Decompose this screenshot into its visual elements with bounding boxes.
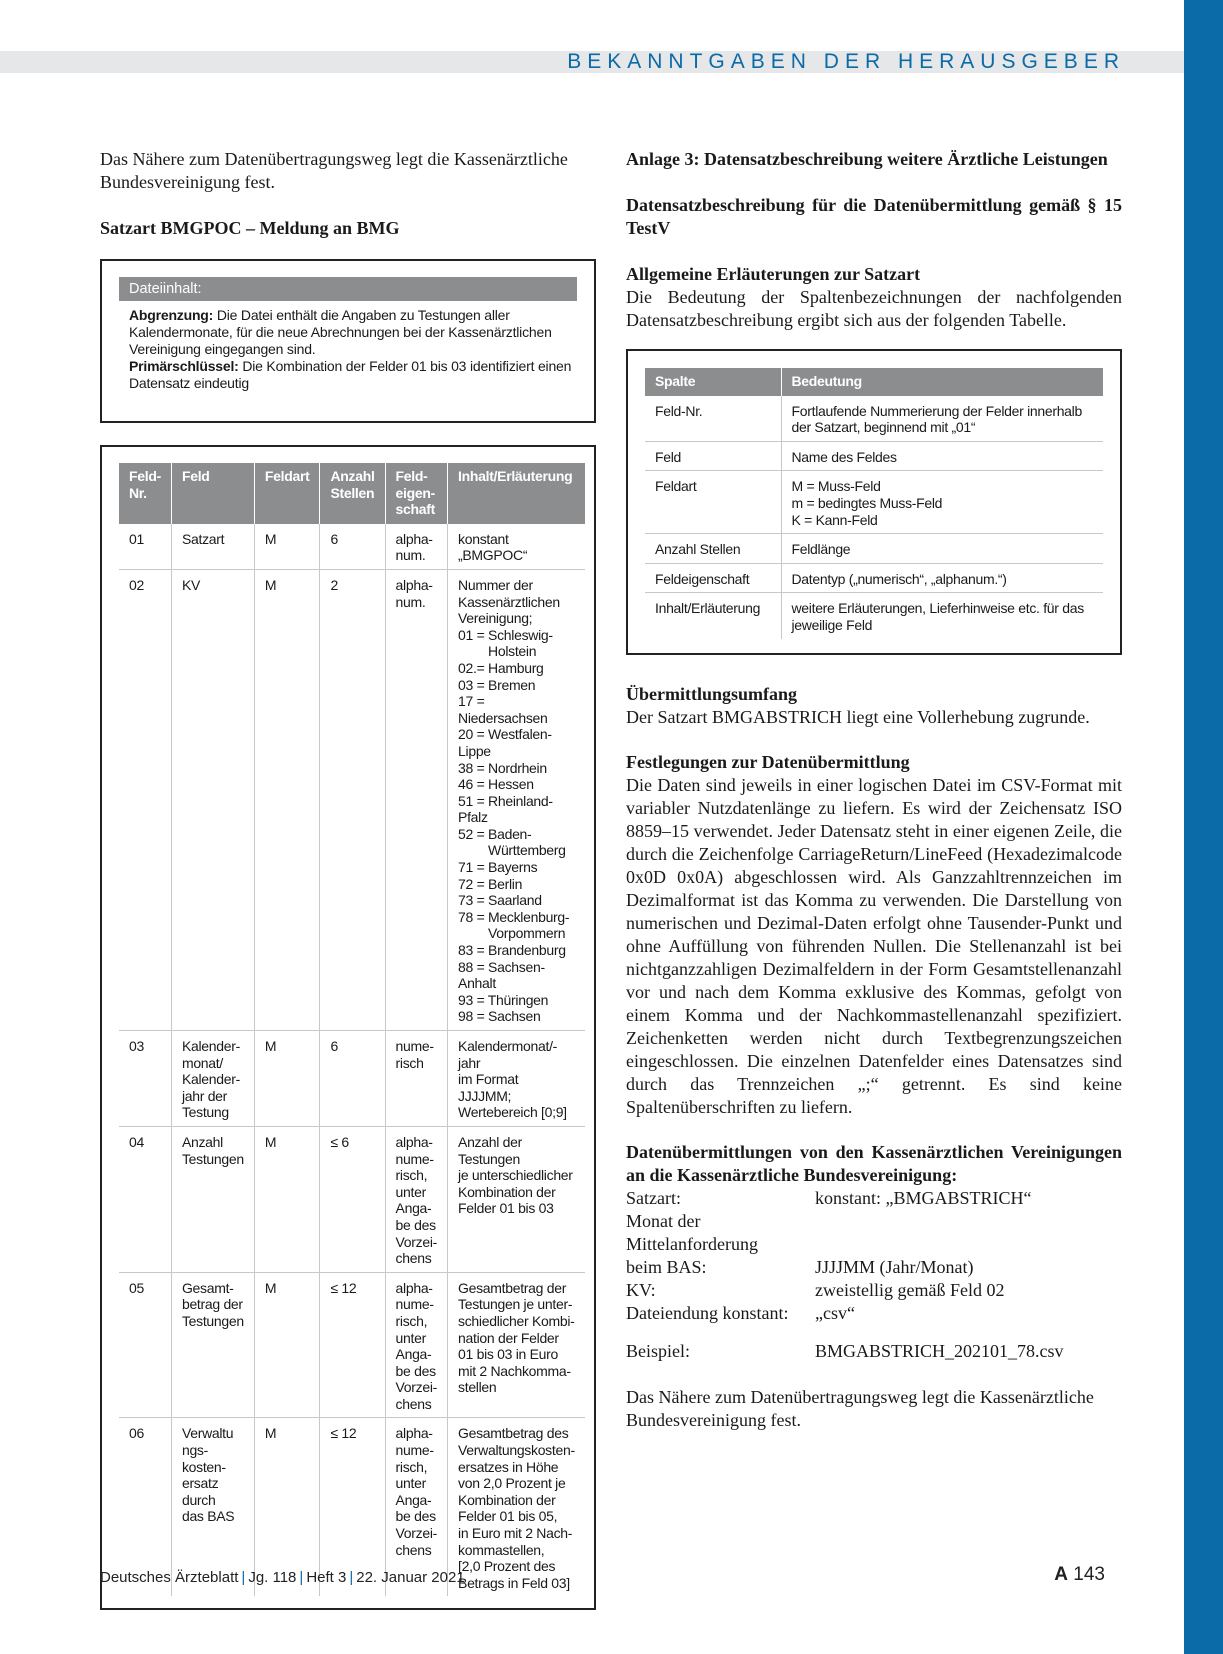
kv-line: Nummer der [458,576,533,593]
legend-key: Anzahl Stellen [645,534,781,564]
table-row [645,563,1103,593]
cell-feld: Satzart [171,524,254,570]
kv-row [626,1233,1122,1256]
kv-line: Vereinigung; [458,610,533,627]
kv-line: Württemberg [488,842,566,859]
kv-key: KV: [626,1279,656,1300]
kv-list [626,1187,1122,1325]
example-value: BMGABSTRICH_202101_78.csv [815,1340,1064,1361]
kv-line: 17 = Niedersachsen [458,693,548,726]
header-feld-nr: Feld- Nr. [119,463,171,524]
kv-value [815,1233,1122,1256]
cell-inhalt: konstant „BMGPOC“ [448,524,585,570]
table-row [645,441,1103,471]
cell-eigenschaft: alpha- nume- risch, unter Anga- be des Vorzei- chens [385,1418,447,1596]
cell-feld: Verwaltu ngs- kosten- ersatz durch das BAS [171,1418,254,1596]
table-row [119,569,585,1030]
legend-table [645,368,1103,639]
abgrenzung-label: Abgrenzung: [129,307,214,323]
footer-volume: Jg. 118 [248,1569,297,1586]
cell-eigenschaft: alpha- nume- risch, unter Anga- be des Vorzei- chens [385,1272,447,1418]
table-row [119,1126,585,1272]
datensatz-heading: Datensatzbeschreibung für die Datenübermittlung gemäß § 15 TestV [626,195,1122,238]
field-table-box [100,445,596,1610]
cell-eigenschaft: nume- risch [385,1031,447,1127]
erlaeuterungen-heading: Allgemeine Erläuterungen zur Satzart [626,264,921,284]
kv-row [626,1302,1122,1325]
legend-value: Datentyp („numerisch“, „alphanum.“) [781,563,1103,593]
cell-nr: 03 [119,1031,171,1127]
footer-journal: Deutsches Ärzteblatt [100,1569,239,1586]
cell-inhalt: Gesamtbetrag des Verwaltungskosten- ersatzes in Höhe von 2,0 Prozent je Kombination der Felder 01 bis 05, in Euro mit 2 Nach- kommastellen, [2,0 Prozent des Betrags in Feld 03] [448,1418,585,1596]
festlegungen-paragraph: Die Daten sind jeweils in einer logischen Datei im CSV-Format mit variabler Nutzdatenlänge zu liefern. Es wird der Zeichensatz ISO 8859–15 verwendet. Jeder Datensatz steht in einer eigenen Zeile, die durch die Zeichenfolge CarriageReturn/LineFeed (Hexadezimalcode 0x0D 0x0A) abgeschlossen wird. Als Ganzzahltrennzeichen im Dezimalformat ist das Komma zu verwenden. Die Darstellung von numerischen und Dezimal-Daten erfolgt ohne Tausender-Punkt und ohne Auffüllung von führenden Nullen. Die Stellenanzahl ist bei nichtganzzahligen Dezimalfeldern in der Form Gesamtstellenanzahl vor und nach dem Komma exklusive des Kommas, gefolgt von einem Komma und der Nachkommastellenanzahl spezifiziert. Zeichenketten werden nicht durch Textbegrenzungszeichen eingeschlossen. Die einzelnen Datenfelder eines Datensatzes sind durch das Trennzeichen „;“ getrennt. Es sind keine Spaltenüberschriften zu liefern. [626,774,1122,1117]
kv-line: 71 = Bayerns [458,859,538,876]
primaerschluessel-label: Primärschlüssel: [129,358,239,374]
cell-feld: Kalender- monat/ Kalender- jahr der Testung [171,1031,254,1127]
kv-line: 93 = Thüringen [458,991,549,1008]
footer-issue: Heft 3 [306,1569,347,1586]
cell-feld: Anzahl Testungen [171,1126,254,1272]
legend-value: weitere Erläuterungen, Lieferhinweise etc. für das jeweilige Feld [781,593,1103,639]
header-feld: Feld [171,463,254,524]
kv-line: 02.= Hamburg [458,659,544,676]
footer [100,1569,465,1586]
kv-key: beim BAS: [626,1256,707,1277]
kv-value: JJJJMM (Jahr/Monat) [815,1256,974,1277]
kv-value: zweistellig gemäß Feld 02 [815,1279,1005,1300]
kv-value [815,1210,1122,1233]
dateiinhalt-box [100,259,596,423]
cell-feldart: M [254,1272,320,1418]
kv-key: Satzart: [626,1187,681,1208]
kv-row [626,1210,1122,1233]
kv-line: 38 = Nordrhein [458,759,547,776]
legend-value: Name des Feldes [781,441,1103,471]
section-title: BEKANNTGABEN DER HERAUSGEBER [567,50,1125,73]
right-column [626,148,1122,1432]
header-bedeutung: Bedeutung [781,368,1103,396]
kv-line: 78 = Mecklenburg- [458,908,570,925]
abgrenzung-text: Die Datei enthält die Angaben zu Testungen aller Kalendermonate, für die neue Abrechnungen bei der Kassenärztlichen Vereinigung eingegangen sind. [129,307,552,357]
legend-key: Feld [645,441,781,471]
page-number-value: 143 [1073,1564,1105,1585]
table-row [645,534,1103,564]
header-feldart: Feldart [254,463,320,524]
table-row [645,593,1103,639]
left-column [100,148,596,1610]
kv-line: 20 = Westfalen-Lippe [458,726,552,759]
kv-line: 73 = Saarland [458,892,542,909]
cell-stellen: ≤ 12 [320,1418,385,1596]
kv-row [626,1279,1122,1302]
cell-stellen: ≤ 12 [320,1272,385,1418]
kv-line: 83 = Brandenburg [458,942,566,959]
cell-feldart: M [254,524,320,570]
legend-key: Feldeigenschaft [645,563,781,593]
kv-line: Vorpommern [488,925,566,942]
legend-header-row [645,368,1103,396]
cell-nr: 01 [119,524,171,570]
cell-nr: 05 [119,1272,171,1418]
kv-line: 51 = Rheinland-Pfalz [458,792,553,826]
table-row [119,1031,585,1127]
side-accent-bar [1184,0,1223,1654]
outro-paragraph: Das Nähere zum Datenübertragungsweg legt die Kassenärztliche Bundesvereinigung fest. [626,1386,1094,1430]
header-spalte: Spalte [645,368,781,396]
field-table-header-row [119,463,585,524]
footer-separator: | [299,1569,304,1586]
datenuebermittlungen-heading: Datenübermittlungen von den Kassenärztlichen Vereinigungen an die Kassenärztliche Bundesvereinigung: [626,1141,1122,1185]
cell-inhalt: Anzahl der Testungen je unterschiedlicher Kombination der Felder 01 bis 03 [448,1126,585,1272]
kv-key: Mittelanforderung [626,1233,758,1254]
kv-row [626,1256,1122,1279]
kv-row [626,1187,1122,1210]
cell-feldart: M [254,1418,320,1596]
dateiinhalt-title: Dateiinhalt: [119,277,577,301]
legend-key: Feld-Nr. [645,396,781,442]
footer-date: 22. Januar 2021 [356,1569,465,1586]
cell-nr: 06 [129,1425,144,1442]
table-row [645,471,1103,534]
footer-separator: | [241,1569,246,1586]
kv-key: Monat der [626,1210,701,1231]
legend-value: Feldlänge [781,534,1103,564]
festlegungen-heading: Festlegungen zur Datenübermittlung [626,751,910,772]
cell-feldart: M [254,1126,320,1272]
dateiinhalt-text [119,301,577,392]
primaerschluessel-text: Die Kombination der Felder 01 bis 03 identifiziert einen Datensatz eindeutig [129,358,572,391]
cell-nr: 02 [119,569,171,1030]
table-row [119,1272,585,1418]
kv-line: Kassenärztlichen [458,593,560,610]
page-number [1054,1564,1105,1586]
cell-feldart: M [254,569,320,1030]
cell-stellen: 6 [320,1031,385,1127]
footer-separator: | [349,1569,354,1586]
satzart-heading: Satzart BMGPOC – Meldung an BMG [100,218,400,238]
legend-key: Feldart [645,471,781,534]
kv-line: 52 = Baden- [458,825,532,842]
cell-feld: Gesamt- betrag der Testungen [171,1272,254,1418]
legend-value: M = Muss-Feld m = bedingtes Muss-Feld K = Kann-Feld [781,471,1103,534]
kv-value: „csv“ [815,1302,855,1323]
uebermittlungsumfang-heading: Übermittlungsumfang [626,683,798,704]
table-row [119,524,585,570]
cell-inhalt: Gesamtbetrag der Testungen je unter- schiedlicher Kombi- nation der Felder 01 bis 03 in Euro mit 2 Nachkomma- stellen [448,1272,585,1418]
header-anzahl-stellen: Anzahl Stellen [320,463,385,524]
cell-eigenschaft: alpha- num. [385,524,447,570]
kv-value: konstant: „BMGABSTRICH“ [815,1187,1032,1208]
legend-value: Fortlaufende Nummerierung der Felder innerhalb der Satzart, beginnend mit „01“ [781,396,1103,442]
header-inhalt: Inhalt/Erläuterung [448,463,585,524]
field-table [119,463,585,1596]
legend-table-box [626,349,1122,655]
header-feldeigenschaft: Feld- eigen- schaft [385,463,447,524]
legend-key: Inhalt/Erläuterung [655,600,761,617]
cell-feld: KV [171,569,254,1030]
kv-line: 88 = Sachsen-Anhalt [458,958,545,992]
kv-line: 01 = Schleswig- [458,626,553,643]
kv-line: 72 = Berlin [458,875,523,892]
kv-line: 98 = Sachsen [458,1008,541,1025]
cell-stellen: 6 [320,524,385,570]
kv-line: Holstein [488,643,537,660]
erlaeuterungen-paragraph: Die Bedeutung der Spaltenbezeichnungen der nachfolgenden Datensatzbeschreibung ergibt sich aus der folgenden Tabelle. [626,287,1122,330]
cell-stellen: 2 [320,569,385,1030]
example-label: Beispiel: [626,1340,690,1361]
cell-inhalt [448,569,585,1030]
cell-inhalt: Kalendermonat/-jahr im Format JJJJMM; Wertebereich [0;9] [448,1031,585,1127]
uebermittlungsumfang-paragraph: Der Satzart BMGABSTRICH liegt eine Vollerhebung zugrunde. [626,706,1090,727]
cell-stellen: ≤ 6 [320,1126,385,1272]
table-row [645,396,1103,442]
cell-feldart: M [254,1031,320,1127]
cell-eigenschaft: alpha- nume- risch, unter Anga- be des Vorzei- chens [385,1126,447,1272]
kv-line: 03 = Bremen [458,676,536,693]
anlage-heading: Anlage 3: Datensatzbeschreibung weitere Ärztliche Leistungen [626,149,1108,169]
intro-paragraph: Das Nähere zum Datenübertragungsweg legt die Kassenärztliche Bundesvereinigung fest. [100,149,568,192]
cell-eigenschaft: alpha- num. [385,569,447,1030]
kv-key: Dateiendung konstant: [626,1302,789,1323]
example-row [626,1340,1122,1363]
kv-line: 46 = Hessen [458,776,534,793]
page-prefix: A [1054,1564,1069,1585]
cell-nr: 04 [119,1126,171,1272]
